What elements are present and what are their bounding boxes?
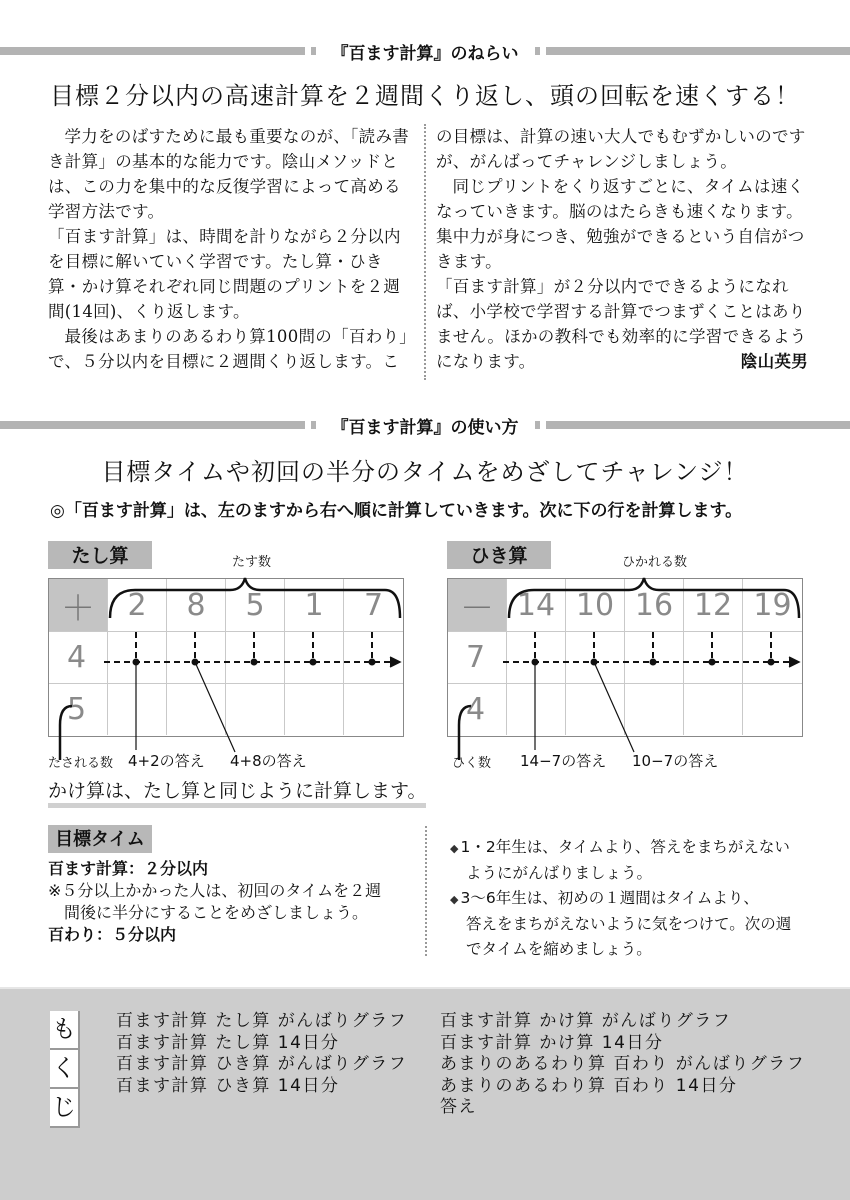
subtrahend-label: ひく数	[452, 756, 492, 771]
multiplication-note: かけ算は、たし算と同じように計算します。	[48, 776, 426, 808]
addend-label: たす数	[232, 555, 272, 570]
header-bar-square	[535, 47, 540, 55]
toc-item[interactable]: 百ます計算 たし算 14日分	[116, 1032, 340, 1053]
column-number: 1	[285, 579, 344, 632]
toc-item[interactable]: 百ます計算 たし算 がんばりグラフ	[116, 1011, 408, 1031]
target-time-line: 百ます計算：２分以内	[48, 859, 209, 878]
section-title-usage: 『百ます計算』の使い方	[331, 417, 519, 438]
tip-item-continued: ようにがんばりましょう。	[466, 864, 653, 882]
column-number: 14	[507, 579, 566, 632]
aim-headline: 目標２分以内の高速計算を２週間くり返し、頭の回転を速くする！	[50, 82, 800, 110]
intro-paragraph: 同じプリントをくり返すごとに、タイムは速くなっていきます。脳のはたらきも速くなります。集中力が身につき、勉強ができるという自信がつきます。	[436, 177, 805, 271]
header-bar-square	[535, 421, 540, 429]
section-header-usage	[0, 414, 850, 436]
answer-label: 10−7の答え	[632, 752, 719, 770]
diamond-bullet-icon: ◆	[450, 842, 459, 855]
toc-tab: じ	[50, 1089, 80, 1128]
intro-left-column	[48, 124, 416, 374]
augend-label: たされる数	[48, 756, 114, 771]
section-header-aim	[0, 40, 850, 62]
column-number: 12	[684, 579, 743, 632]
column-number: 2	[108, 579, 167, 632]
intro-right-column	[436, 124, 808, 374]
minuend-label: ひかれる数	[622, 555, 688, 570]
brace-icon	[110, 578, 400, 618]
toc-left-list	[116, 1011, 407, 1097]
author-name: 陰山英男	[740, 352, 808, 371]
intro-paragraph: 最後はあまりのあるわり算100問の「百わり」で、５分以内を目標に２週間くり返します。こ	[48, 327, 408, 371]
toc-right-list	[440, 1011, 805, 1119]
answer-label: 14−7の答え	[520, 752, 607, 770]
toc-tab: も	[50, 1011, 80, 1050]
toc-item[interactable]: あまりのあるわり算 百わり 14日分	[440, 1075, 738, 1096]
row-number: 5	[49, 684, 108, 735]
subtraction-arrows-overlay	[439, 560, 819, 760]
tip-item: ◆ 1・2年生は、タイムより、答えをまちがえない	[450, 838, 790, 856]
header-bar-square	[311, 47, 316, 55]
toc-item[interactable]: 百ます計算 ひき算 14日分	[116, 1075, 340, 1096]
target-time-line: ※５分以上かかった人は、初回のタイムを２週	[48, 881, 382, 900]
column-number: 7	[344, 579, 403, 632]
table-of-contents	[0, 987, 850, 1200]
section-title-aim: 『百ます計算』のねらい	[331, 43, 519, 64]
target-time-label: 目標タイム	[48, 825, 152, 853]
intro-paragraph: 「百ます計算」が２分以内でできるようになれば、小学校で学習する計算でつまずくことはありません。ほかの教科でも効率的に学習できるようになります。	[436, 277, 807, 371]
operator-cell: －	[448, 579, 507, 632]
subtraction-label: ひき算	[447, 541, 551, 569]
column-number: 19	[743, 579, 802, 632]
intro-paragraph: 「百ます計算」は、時間を計りながら２分以内を目標に解いていく学習です。たし算・ひき算・かけ算それぞれ同じ問題のプリントを２週間(14回)、くり返します。	[48, 227, 401, 321]
row-number: 4	[448, 684, 507, 735]
row-number: 7	[448, 632, 507, 684]
addition-label: たし算	[48, 541, 152, 569]
row-number: 4	[49, 632, 108, 684]
column-number: 16	[625, 579, 684, 632]
toc-tab: く	[50, 1050, 80, 1089]
header-bar-right	[546, 421, 850, 429]
usage-headline: 目標タイムや初回の半分のタイムをめざしてチャレンジ！	[101, 458, 749, 486]
target-time-list	[48, 858, 381, 946]
header-bar-right	[546, 47, 850, 55]
column-number: 10	[566, 579, 625, 632]
header-bar-left	[0, 47, 305, 55]
operator-cell: ＋	[49, 579, 108, 632]
tips-list	[450, 835, 791, 962]
toc-item[interactable]: 百ます計算 かけ算 がんばりグラフ	[440, 1011, 732, 1031]
column-number: 5	[226, 579, 285, 632]
toc-item[interactable]: 百ます計算 かけ算 14日分	[440, 1032, 664, 1053]
target-time-line: 間後に半分にすることをめざしましょう。	[64, 903, 369, 922]
column-divider	[425, 826, 427, 956]
column-number: 8	[167, 579, 226, 632]
diamond-bullet-icon: ◆	[450, 893, 459, 906]
header-bar-square	[311, 421, 316, 429]
answer-label: 4+2の答え	[128, 752, 205, 770]
target-time-line: 百わり：５分以内	[48, 925, 177, 944]
addition-arrows-overlay	[40, 560, 420, 760]
tip-item: ◆ 3～6年生は、初めの１週間はタイムより、	[450, 889, 759, 907]
toc-item[interactable]: 百ます計算 ひき算 がんばりグラフ	[116, 1054, 408, 1074]
arrow-right-icon	[390, 657, 400, 667]
tip-item-continued: 答えをまちがえないように気をつけて。次の週	[466, 915, 792, 933]
brace-icon	[509, 578, 799, 618]
arrow-right-icon	[789, 657, 799, 667]
answer-label: 4+8の答え	[230, 752, 307, 770]
usage-instruction: ◎「百ます計算」は、左のますから右へ順に計算していきます。次に下の行を計算します。	[50, 501, 743, 521]
toc-item[interactable]: 答え	[440, 1097, 477, 1117]
intro-paragraph: の目標は、計算の速い大人でもむずかしいのですが、がんばってチャレンジしましょう。	[436, 127, 806, 171]
intro-paragraph: 学力をのばすために最も重要なのが、「読み書き計算」の基本的な能力です。陰山メソッドとは、この力を集中的な反復学習によって高める学習方法です。	[48, 127, 410, 221]
header-bar-left	[0, 421, 305, 429]
column-divider	[424, 124, 426, 380]
toc-item[interactable]: あまりのあるわり算 百わり がんばりグラフ	[440, 1054, 806, 1074]
tip-item-continued: でタイムを縮めましょう。	[466, 940, 652, 958]
